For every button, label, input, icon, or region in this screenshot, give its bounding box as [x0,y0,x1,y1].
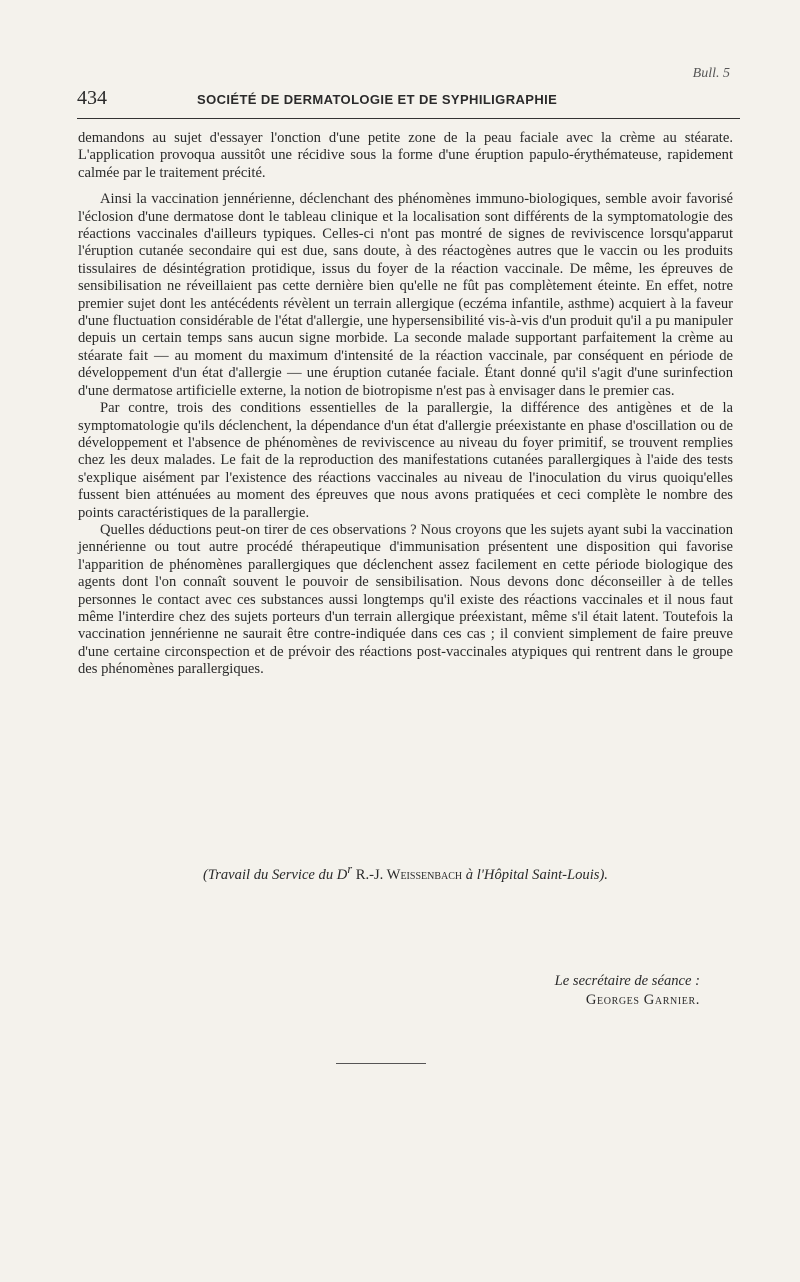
credit-open: (Travail du Service du D [203,866,348,883]
header-rule [77,118,740,119]
page-header [77,87,730,110]
signature-block [555,972,700,1010]
signature-name: Georges Garnier. [585,992,700,1008]
journal-title: SOCIÉTÉ DE DERMATOLOGIE ET DE SYPHILIGRAPHIE [197,92,558,107]
closing-rule [336,1063,426,1064]
credit-sup: r [347,862,353,876]
signature-role: Le secrétaire de séance : [554,973,700,989]
credit-author: R.-J. Weissenbach [355,866,463,883]
running-note: Bull. 5 [692,66,730,81]
paragraph: Quelles déductions peut-on tirer de ces observations ? Nous croyons que les sujets ayant subi la vaccination jennérienne ou tout autre procédé thérapeutique d'immunisation présentent une disposition qui favorise l'apparition de phénomènes parallergiques que déclenchent assez facilement en cette période biologique des agents dont l'on connaît souvent le pouvoir de sensibilisation. Nous devons donc déconseiller à de telles personnes le contact avec ces substances aussi longtemps qu'il existe des réactions vaccinales et il nous faut même l'interdire chez des sujets porteurs d'un terrain allergique préexistant, même s'il était latent. Toutefois la vaccination jennérienne ne saurait être contre-indiquée dans ces cas ; il convient simplement de faire preuve d'une certaine circonspection et de prévoir des réactions post-vaccinales atypiques qui rentrent dans le groupe des phénomènes parallergiques. [78,521,733,678]
page-number: 434 [77,87,107,109]
credit-close: à l'Hôpital Saint-Louis). [465,866,608,883]
paragraph: demandons au sujet d'essayer l'onction d'une petite zone de la peau faciale avec la crème au stéarate. L'application provoqua aussitôt une récidive sous la forme d'une éruption papulo-érythémateuse, rapidement calmée par le traitement précité. [78,130,733,181]
paragraph: Par contre, trois des conditions essentielles de la parallergie, la différence des antigènes et de la symptomatologie qu'ils déclenchent, la dépendance d'un état d'allergie préexistante en phase d'oscillation ou de développement et l'absence de phénomènes de reviviscence au niveau du foyer primitif, se trouvent remplies chez les deux malades. Le fait de la reproduction des manifestations cutanées parallergiques à l'aide des tests s'explique aisément par l'existence des réactions vaccinales au niveau de l'inoculation du virus quoiqu'elles fussent bien atténuées au moment des épreuves que nous avons pratiquées et ceci complète le nombre des points caractéristiques de la parallergie. [78,400,733,521]
paragraph: Ainsi la vaccination jennérienne, déclenchant des phénomènes immuno-biologiques, semble avoir favorisé l'éclosion d'une dermatose dont le tableau clinique et la localisation sont différents de la symptomatologie des réactions vaccinales d'ailleurs typiques. Celles-ci n'ont pas montré de signes de reviviscence lorsqu'apparut l'éruption cutanée secondaire qui est due, sans doute, à des réactogènes autres que le vaccin ou les produits tissulaires de désintégration protidique, issus du foyer de la réaction vaccinale. De même, les épreuves de sensibilisation ne réveillaient pas cette dernière bien qu'elle ne fût pas complètement éteinte. En effet, notre premier sujet dont les antécédents révèlent un terrain allergique (eczéma infantile, asthme) acquiert à la faveur d'une fluctuation considérable de l'état d'allergie, une hypersensibilité vis-à-vis d'un produit qu'il a pu manipuler depuis un certain temps sans aucun signe morbide. La seconde malade supportant parfaitement la crème au stéarate fait — au moment du maximum d'intensité de la réaction vaccinale, par conséquent en période de développement d'un état d'allergie — une éruption cutanée faciale. Étant donné qu'il s'agit d'une surinfection d'une dermatose artificielle externe, la notion de biotropisme n'est pas à envisager dans le premier cas. [78,191,733,399]
body-text [78,130,733,679]
work-credit [78,862,733,884]
